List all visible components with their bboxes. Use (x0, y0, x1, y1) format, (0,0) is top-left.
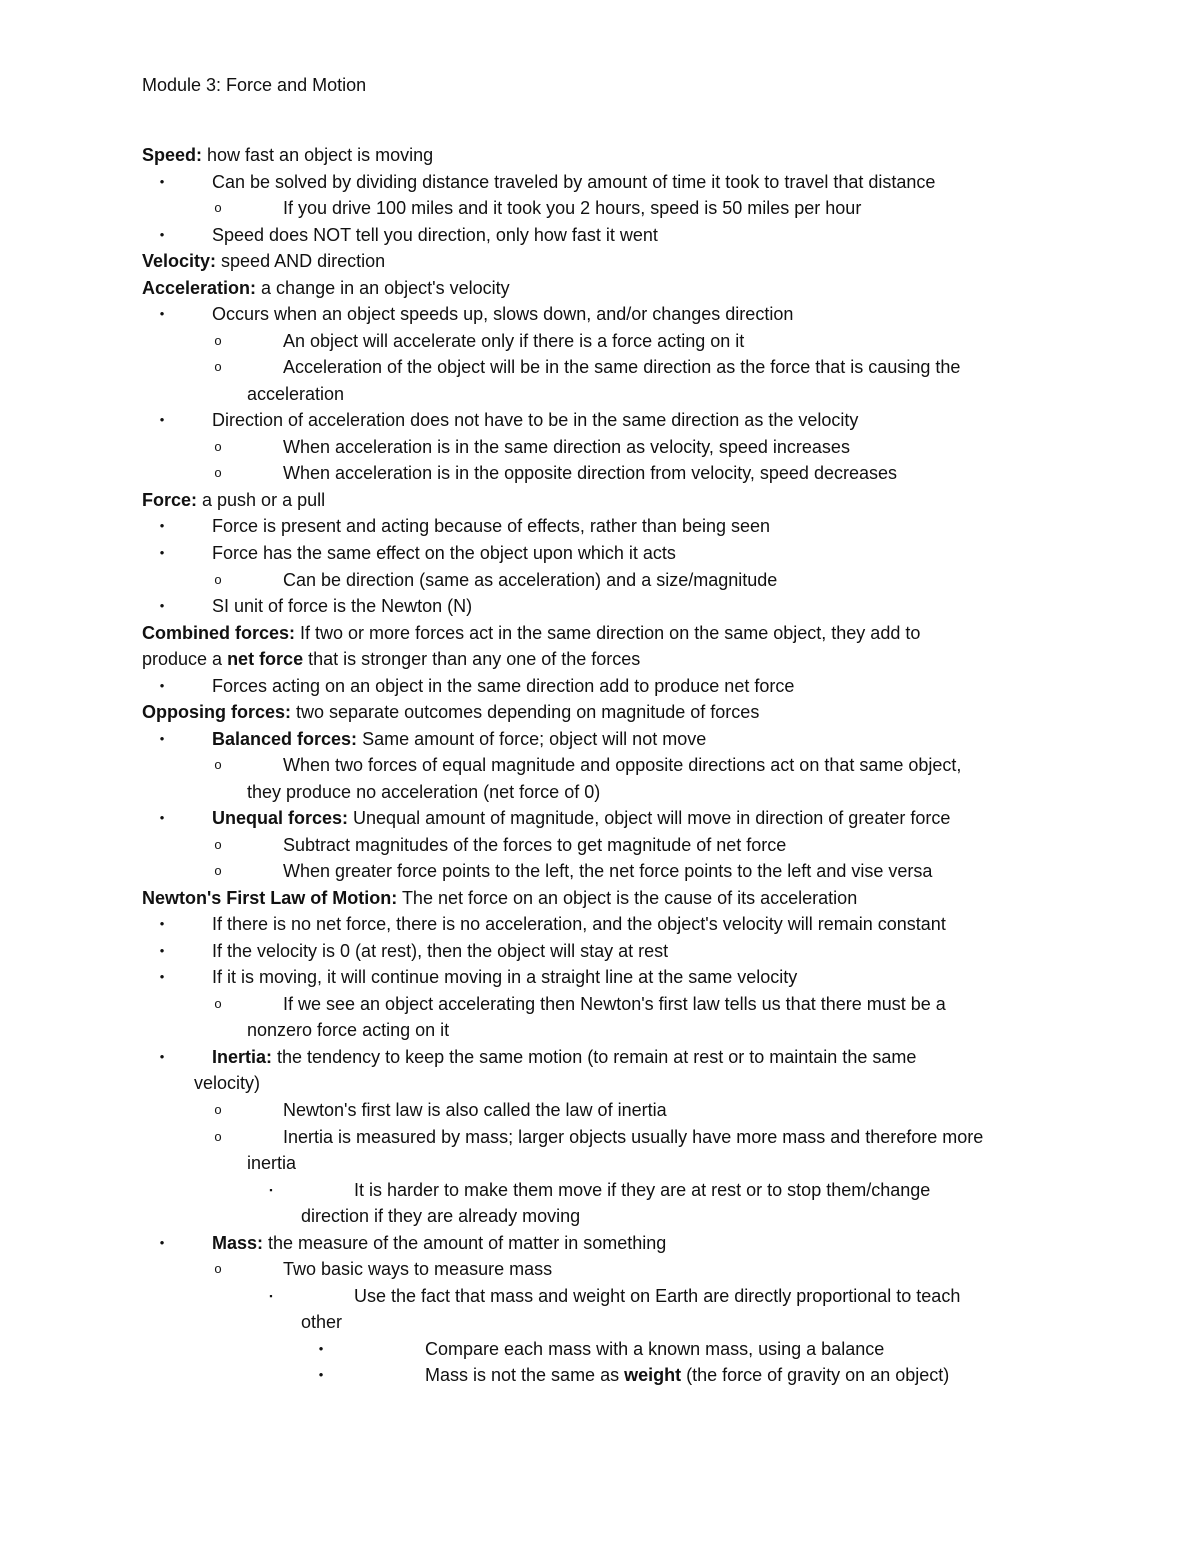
bullet-circle-icon: o (214, 572, 222, 587)
document-title: Module 3: Force and Motion (142, 75, 367, 95)
bullet-disc-icon: • (159, 174, 165, 189)
list-item-continuation: inertia (247, 1153, 297, 1173)
bullet-disc-icon: • (159, 227, 165, 242)
bullet-disc-icon: • (159, 810, 165, 825)
bullet-disc-icon: • (159, 1235, 165, 1250)
bullet-circle-icon: o (214, 1261, 222, 1276)
list-item: Newton's first law is also called the law of inertia (283, 1100, 667, 1120)
list-item: Use the fact that mass and weight on Earth are directly proportional to teach (354, 1286, 961, 1306)
list-item: Forces acting on an object in the same direction add to produce net force (212, 676, 795, 696)
bullet-circle-icon: o (214, 439, 222, 454)
bullet-disc-icon: • (159, 598, 165, 613)
term-label: Opposing forces: (142, 702, 292, 722)
bullet-square-icon: ▪ (269, 1185, 273, 1195)
list-item: Speed does NOT tell you direction, only how fast it went (212, 225, 658, 245)
list-item-continuation: acceleration (247, 384, 345, 404)
bullet-circle-icon: o (214, 757, 222, 772)
bullet-circle-icon: o (214, 996, 222, 1011)
list-item-continuation: nonzero force acting on it (247, 1020, 450, 1040)
list-item-continuation: other (301, 1312, 343, 1332)
bullet-disc-icon: • (159, 678, 165, 693)
bullet-disc-icon: • (159, 306, 165, 321)
bullet-disc-icon: • (159, 969, 165, 984)
list-item: Can be direction (same as acceleration) and a size/magnitude (283, 570, 778, 590)
list-item: An object will accelerate only if there is a force acting on it (283, 331, 745, 351)
bullet-disc-icon: • (159, 943, 165, 958)
force-definition: Force: a push or a pull (142, 490, 326, 510)
bullet-circle-icon: o (214, 863, 222, 878)
bullet-disc-icon: • (159, 545, 165, 560)
list-item: Unequal forces: Unequal amount of magnitude, object will move in direction of greater force (212, 808, 951, 828)
list-item: Balanced forces: Same amount of force; object will not move (212, 729, 707, 749)
bullet-disc-icon: • (159, 916, 165, 931)
bullet-disc-icon: • (318, 1367, 324, 1382)
bullet-circle-icon: o (214, 465, 222, 480)
list-item: Subtract magnitudes of the forces to get magnitude of net force (283, 835, 787, 855)
term-label: Speed: (142, 145, 203, 165)
speed-definition: Speed: how fast an object is moving (142, 145, 434, 165)
opposing-forces-definition: Opposing forces: two separate outcomes depending on magnitude of forces (142, 702, 760, 722)
bullet-disc-icon: • (159, 412, 165, 427)
list-item-continuation: velocity) (194, 1073, 261, 1093)
bullet-circle-icon: o (214, 1102, 222, 1117)
bullet-circle-icon: o (214, 333, 222, 348)
bullet-circle-icon: o (214, 200, 222, 215)
list-item: If the velocity is 0 (at rest), then the object will stay at rest (212, 941, 669, 961)
bullet-disc-icon: • (159, 1049, 165, 1064)
list-item: It is harder to make them move if they are at rest or to stop them/change (354, 1180, 931, 1200)
bullet-circle-icon: o (214, 359, 222, 374)
term-label: Velocity: (142, 251, 217, 271)
bullet-circle-icon: o (214, 837, 222, 852)
list-item: When acceleration is in the same direction as velocity, speed increases (283, 437, 850, 457)
list-item: SI unit of force is the Newton (N) (212, 596, 473, 616)
bullet-disc-icon: • (318, 1341, 324, 1356)
bullet-disc-icon: • (159, 731, 165, 746)
bullet-square-icon: ▪ (269, 1291, 273, 1301)
list-item-continuation: they produce no acceleration (net force of 0) (247, 782, 601, 802)
list-item: If we see an object accelerating then Newton's first law tells us that there must be a (283, 994, 946, 1014)
list-item: When greater force points to the left, the net force points to the left and vise versa (283, 861, 933, 881)
list-item: Inertia: the tendency to keep the same motion (to remain at rest or to maintain the same (212, 1047, 917, 1067)
list-item: Mass: the measure of the amount of matter in something (212, 1233, 667, 1253)
list-item: Direction of acceleration does not have to be in the same direction as the velocity (212, 410, 859, 430)
list-item-continuation: direction if they are already moving (301, 1206, 581, 1226)
term-label: Force: (142, 490, 198, 510)
list-item: Two basic ways to measure mass (283, 1259, 553, 1279)
bullet-disc-icon: • (159, 518, 165, 533)
list-item: Inertia is measured by mass; larger objects usually have more mass and therefore more (283, 1127, 984, 1147)
list-item: When two forces of equal magnitude and opposite directions act on that same object, (283, 755, 962, 775)
combined-forces-definition: Combined forces: If two or more forces act in the same direction on the same object, they add to (142, 623, 921, 643)
list-item: Force is present and acting because of effects, rather than being seen (212, 516, 771, 536)
list-item: Acceleration of the object will be in the same direction as the force that is causing the (283, 357, 961, 377)
list-item: If it is moving, it will continue moving in a straight line at the same velocity (212, 967, 798, 987)
list-item: Mass is not the same as weight (the force of gravity on an object) (425, 1365, 950, 1385)
term-label: Acceleration: (142, 278, 257, 298)
list-item: If you drive 100 miles and it took you 2 hours, speed is 50 miles per hour (283, 198, 862, 218)
acceleration-definition: Acceleration: a change in an object's velocity (142, 278, 510, 298)
list-item: Compare each mass with a known mass, using a balance (425, 1339, 885, 1359)
list-item: Occurs when an object speeds up, slows down, and/or changes direction (212, 304, 794, 324)
list-item: Can be solved by dividing distance traveled by amount of time it took to travel that distance (212, 172, 936, 192)
list-item: Force has the same effect on the object upon which it acts (212, 543, 676, 563)
term-label: Newton's First Law of Motion: (142, 888, 398, 908)
newtons-first-law-definition: Newton's First Law of Motion: The net force on an object is the cause of its acceleration (142, 888, 858, 908)
bullet-circle-icon: o (214, 1129, 222, 1144)
list-item: If there is no net force, there is no acceleration, and the object's velocity will remain constant (212, 914, 946, 934)
velocity-definition: Velocity: speed AND direction (142, 251, 386, 271)
combined-forces-definition-continuation: produce a net force that is stronger than any one of the forces (142, 649, 641, 669)
term-label: Combined forces: (142, 623, 296, 643)
list-item: When acceleration is in the opposite direction from velocity, speed decreases (283, 463, 897, 483)
